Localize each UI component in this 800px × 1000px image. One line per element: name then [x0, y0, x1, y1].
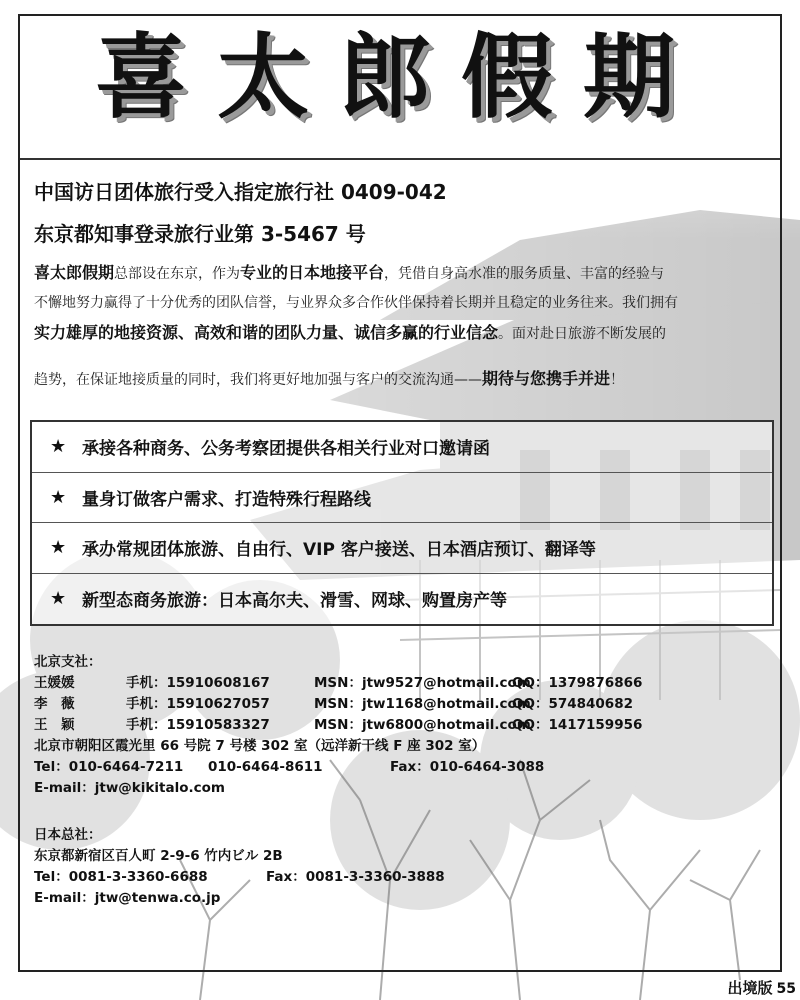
service-text: 量身订做客户需求、打造特殊行程路线 — [82, 489, 371, 510]
intro-text: ，凭借自身高水准的服务质量、丰富的经验与 — [384, 266, 665, 282]
intro-brand: 喜太郎假期 — [34, 263, 115, 282]
staff-name: 王 颖 — [34, 717, 75, 733]
staff-mobile: 手机：15910583327 — [126, 717, 270, 733]
license-line-2: 东京都知事登录旅行业第 3-5467 号 — [34, 222, 366, 246]
service-item — [32, 473, 772, 524]
service-text: 新型态商务旅游：日本高尔夫、滑雪、网球、购置房产等 — [82, 591, 507, 612]
contact-section — [34, 652, 774, 909]
intro-paragraph — [34, 258, 774, 394]
beijing-address: 北京市朝阳区霞光里 66 号院 7 号楼 302 室（远洋新干线 F 座 302 室） — [34, 738, 486, 754]
staff-qq: QQ：1379876866 — [512, 675, 643, 691]
japan-phone-row — [34, 867, 774, 888]
staff-qq: QQ：574840682 — [512, 696, 633, 712]
star-icon: ★ — [50, 537, 67, 559]
service-item — [32, 523, 772, 574]
japan-tel: Tel：0081-3-3360-6688 — [34, 869, 208, 885]
japan-heading: 日本总社： — [34, 827, 102, 843]
staff-mobile: 手机：15910627057 — [126, 696, 270, 712]
beijing-phone-row — [34, 757, 774, 778]
staff-name: 李 薇 — [34, 696, 75, 712]
staff-msn: MSN：jtw9527@hotmail.com — [314, 675, 531, 691]
staff-qq: QQ：1417159956 — [512, 717, 643, 733]
service-text: 承接各种商务、公务考察团提供各相关行业对口邀请函 — [82, 439, 490, 460]
staff-row — [34, 673, 774, 694]
services-box — [30, 420, 774, 626]
star-icon: ★ — [50, 486, 67, 508]
service-item — [32, 574, 772, 625]
beijing-tel: Tel：010-6464-7211 — [34, 759, 184, 775]
publication-name: 出境版 — [727, 979, 773, 997]
service-text: 承办常规团体旅游、自由行、VIP 客户接送、日本酒店预订、翻译等 — [82, 540, 596, 561]
section-gap — [34, 799, 774, 825]
intro-text: 趋势，在保证地接质量的同时，我们将更好地加强与客户的交流沟通—— — [34, 372, 482, 388]
brand-title: 喜太郎假期 — [94, 23, 705, 131]
staff-msn: MSN：jtw6800@hotmail.com — [314, 717, 531, 733]
japan-fax: Fax：0081-3-3360-3888 — [266, 869, 445, 885]
intro-emphasis: 实力雄厚的地接资源、高效和谐的团队力量、诚信多赢的行业信念 — [34, 323, 499, 342]
japan-email: E-mail：jtw@tenwa.co.jp — [34, 890, 221, 906]
intro-text: ！ — [610, 372, 625, 388]
beijing-fax: Fax：010-6464-3088 — [390, 759, 545, 775]
staff-name: 王媛媛 — [34, 675, 75, 691]
japan-address: 东京都新宿区百人町 2-9-6 竹内ビル 2B — [34, 848, 283, 864]
intro-emphasis: 专业的日本地接平台 — [240, 263, 385, 282]
beijing-tel-2: 010-6464-8611 — [208, 759, 323, 775]
intro-line-1 — [34, 258, 774, 288]
intro-line-4 — [34, 364, 774, 394]
service-item — [32, 422, 772, 473]
staff-mobile: 手机：15910608167 — [126, 675, 270, 691]
intro-text: 。面对赴日旅游不断发展的 — [498, 326, 667, 342]
intro-line-3 — [34, 318, 774, 348]
intro-line-2: 不懈地努力赢得了十分优秀的团队信誉，与业界众多合作伙伴保持着长期并且稳定的业务往来。我们拥有 — [34, 295, 678, 311]
staff-msn: MSN：jtw1168@hotmail.com — [314, 696, 531, 712]
star-icon: ★ — [50, 588, 67, 610]
beijing-heading: 北京支社： — [34, 654, 102, 670]
intro-emphasis: 期待与您携手并进 — [482, 369, 611, 388]
page-footer — [728, 977, 797, 998]
intro-text: 总部设在东京，作为 — [114, 266, 241, 282]
star-icon: ★ — [50, 436, 67, 458]
beijing-email: E-mail：jtw@kikitalo.com — [34, 780, 225, 796]
staff-row — [34, 694, 774, 715]
license-line-1: 中国访日团体旅行受入指定旅行社 0409-042 — [34, 180, 447, 204]
staff-row — [34, 715, 774, 736]
page-number: 55 — [776, 981, 796, 997]
